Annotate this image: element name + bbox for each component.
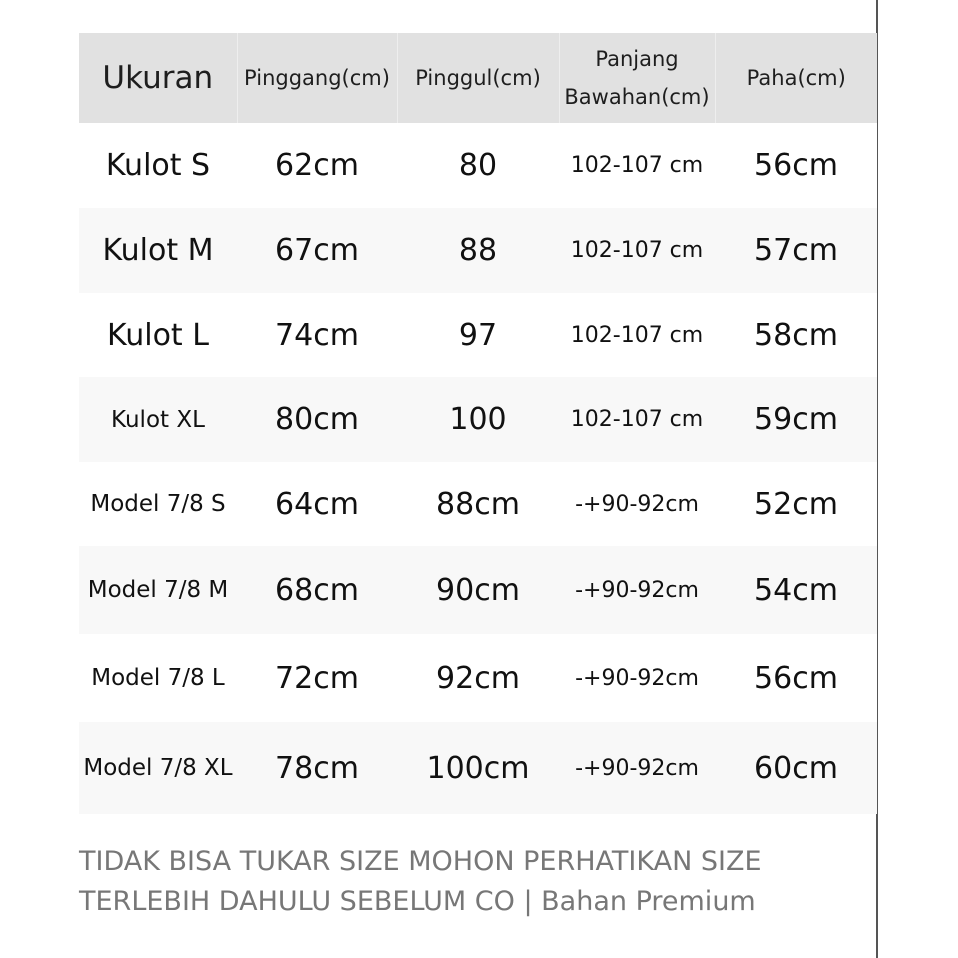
cell-hip: 92cm xyxy=(436,660,520,696)
cell-waist: 68cm xyxy=(275,572,359,608)
cell-thigh: 52cm xyxy=(754,486,838,522)
cell-waist: 62cm xyxy=(275,148,359,183)
cell-size: Kulot S xyxy=(105,148,211,183)
cell-thigh: 56cm xyxy=(754,660,838,696)
table-header-row xyxy=(79,33,877,123)
header-thigh: Paha(cm) xyxy=(715,33,877,123)
cell-thigh: 56cm xyxy=(754,148,838,183)
footer-note: TIDAK BISA TUKAR SIZE MOHON PERHATIKAN SIZE TERLEBIH DAHULU SEBELUM CO | Bahan Premium xyxy=(79,846,762,917)
cell-length: 102-107 cm xyxy=(570,407,704,432)
cell-hip: 90cm xyxy=(436,572,520,608)
cell-size: Model 7/8 XL xyxy=(83,755,233,781)
table-row xyxy=(79,722,877,814)
cell-length: -+90-92cm xyxy=(575,755,699,781)
size-chart-table xyxy=(79,33,877,814)
cell-hip: 100cm xyxy=(426,750,530,786)
table-row xyxy=(79,546,877,634)
cell-size: Model 7/8 M xyxy=(87,577,229,603)
cell-waist: 80cm xyxy=(275,402,359,437)
cell-thigh: 57cm xyxy=(754,233,838,268)
cell-waist: 74cm xyxy=(275,317,359,353)
cell-length: 102-107 cm xyxy=(570,153,704,178)
table-row xyxy=(79,462,877,546)
cell-hip: 88cm xyxy=(436,486,520,522)
cell-length: -+90-92cm xyxy=(575,491,699,517)
cell-size: Kulot M xyxy=(102,233,214,268)
table-row xyxy=(79,293,877,377)
cell-size: Kulot L xyxy=(107,317,209,353)
cell-waist: 78cm xyxy=(275,750,359,786)
cell-hip: 97 xyxy=(458,317,498,353)
cell-size: Kulot XL xyxy=(111,406,205,433)
cell-length: 102-107 cm xyxy=(570,238,704,263)
cell-thigh: 58cm xyxy=(754,317,838,353)
table-row xyxy=(79,123,877,208)
header-waist: Pinggang(cm) xyxy=(237,33,397,123)
cell-length: 102-107 cm xyxy=(570,322,704,348)
cell-hip: 88 xyxy=(458,233,498,268)
cell-size: Model 7/8 L xyxy=(91,665,225,691)
cell-hip: 80 xyxy=(458,148,498,183)
cell-waist: 64cm xyxy=(275,486,359,522)
cell-thigh: 59cm xyxy=(754,402,838,437)
table-row xyxy=(79,634,877,722)
cell-waist: 67cm xyxy=(275,233,359,268)
header-size: Ukuran xyxy=(102,60,214,96)
cell-length: -+90-92cm xyxy=(575,665,699,691)
header-hip: Pinggul(cm) xyxy=(397,33,559,123)
table-row xyxy=(79,377,877,462)
header-length: Panjang Bawahan(cm) xyxy=(559,33,715,123)
cell-thigh: 60cm xyxy=(754,750,838,786)
cell-hip: 100 xyxy=(449,402,507,437)
table-row xyxy=(79,208,877,293)
cell-length: -+90-92cm xyxy=(575,577,699,603)
cell-size: Model 7/8 S xyxy=(90,491,226,517)
cell-waist: 72cm xyxy=(275,660,359,696)
cell-thigh: 54cm xyxy=(754,572,838,608)
